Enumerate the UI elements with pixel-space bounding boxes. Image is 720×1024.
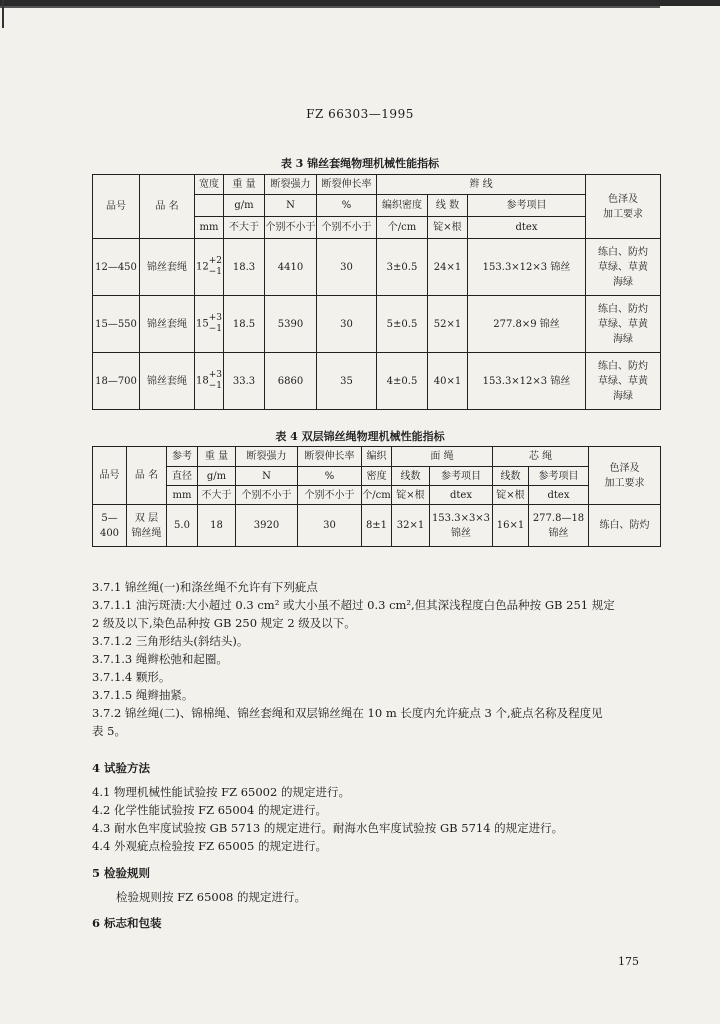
t3-cell-name: 锦丝套绳 xyxy=(140,239,195,296)
t3-h-width: 宽度 xyxy=(195,175,224,195)
t4-cell-s-lines: 32×1 xyxy=(392,505,430,547)
t3-h-elong: 断裂伸长率 xyxy=(317,175,377,195)
t4-h-surface: 面 绳 xyxy=(392,447,493,467)
t3-h-model: 品号 xyxy=(93,175,140,239)
table4 xyxy=(92,446,661,547)
t4-h-density-unit: 个/cm xyxy=(362,486,392,505)
t4-h-name: 品 名 xyxy=(127,447,167,505)
t3-cell-model: 18—700 xyxy=(93,353,140,410)
t4-h-diam-unit: mm xyxy=(167,486,198,505)
color-line: 草绿、草黄 xyxy=(598,318,648,330)
t3-h-ref-unit: dtex xyxy=(468,217,586,239)
t3-cell-weight: 18.3 xyxy=(224,239,265,296)
t3-cell-name: 锦丝套绳 xyxy=(140,353,195,410)
t4-cell-c-ref xyxy=(529,505,589,547)
t3-cell-width xyxy=(195,239,224,296)
t3-h-strength-unit: N xyxy=(265,195,317,217)
paragraph: 3.7.1.4 颗形。 xyxy=(92,670,171,684)
paragraph: 3.7.1.1 油污斑渍:大小超过 0.3 cm² 或大小虽不超过 0.3 cm²,但其深浅程度白色品种按 GB 251 规定 xyxy=(92,598,615,612)
table3 xyxy=(92,174,661,410)
t3-cell-color xyxy=(586,296,661,353)
t3-h-braid: 辫 线 xyxy=(377,175,586,195)
section-6 xyxy=(92,914,672,932)
t3-h-strength-limit: 个别不小于 xyxy=(265,217,317,239)
t4-cell-color: 练白、防灼 xyxy=(589,505,661,547)
t4-h-c-lines: 线数 xyxy=(493,467,529,486)
color-line: 练白、防灼 xyxy=(598,360,648,372)
t3-h-strength: 断裂强力 xyxy=(265,175,317,195)
t4-h-density: 编织 xyxy=(362,447,392,467)
table-row xyxy=(93,505,661,547)
t3-h-width-unit: mm xyxy=(195,217,224,239)
t3-width-value: 12 xyxy=(195,261,209,273)
t4-h-diam: 参考 xyxy=(167,447,198,467)
t3-h-lines: 线 数 xyxy=(428,195,468,217)
t3-width-value: 15 xyxy=(195,318,209,330)
t3-h-ref: 参考项目 xyxy=(468,195,586,217)
t3-cell-color xyxy=(586,239,661,296)
color-line: 练白、防灼 xyxy=(598,303,648,315)
t4-cell-density: 8±1 xyxy=(362,505,392,547)
tol-up: +2 xyxy=(208,256,222,266)
scan-top-edge-line xyxy=(0,6,660,8)
paragraph: 3.7.1.3 绳辫松弛和起圈。 xyxy=(92,652,228,666)
paragraph: 4.3 耐水色牢度试验按 GB 5713 的规定进行。耐海水色牢度试验按 GB 5714 的规定进行。 xyxy=(92,821,564,835)
table4-caption: 表 4 双层锦丝绳物理机械性能指标 xyxy=(275,430,445,443)
t4-h-s-lines: 线数 xyxy=(392,467,430,486)
t4-h-c-lines-unit: 锭×根 xyxy=(493,486,529,505)
t3-width-value: 18 xyxy=(195,375,209,387)
t3-width-tolerance xyxy=(209,256,222,278)
t4-h-s-ref: 参考项目 xyxy=(430,467,493,486)
t3-cell-lines: 52×1 xyxy=(428,296,468,353)
t3-h-color-1: 色泽及 xyxy=(608,193,638,205)
t3-h-weight-limit: 不大于 xyxy=(224,217,265,239)
t3-h-density-unit: 个/cm xyxy=(377,217,428,239)
t3-cell-strength: 4410 xyxy=(265,239,317,296)
t4-h-strength-unit: N xyxy=(236,467,298,486)
t4-h-strength: 断裂强力 xyxy=(236,447,298,467)
t4-h-elong-unit: % xyxy=(298,467,362,486)
t4-cell-diam: 5.0 xyxy=(167,505,198,547)
t3-cell-width xyxy=(195,296,224,353)
t3-h-name: 品 名 xyxy=(140,175,195,239)
table-row xyxy=(93,353,661,410)
t3-cell-density: 3±0.5 xyxy=(377,239,428,296)
paragraph: 4.1 物理机械性能试验按 FZ 65002 的规定进行。 xyxy=(92,785,350,799)
t3-h-lines-unit: 锭×根 xyxy=(428,217,468,239)
t3-cell-width xyxy=(195,353,224,410)
t3-cell-elong: 30 xyxy=(317,296,377,353)
t3-cell-model: 15—550 xyxy=(93,296,140,353)
t3-h-color-2: 加工要求 xyxy=(603,208,643,220)
section-heading: 4 试验方法 xyxy=(92,761,151,775)
paragraph: 4.4 外观疵点检验按 FZ 65005 的规定进行。 xyxy=(92,839,327,853)
t3-width-tolerance xyxy=(209,370,222,392)
t4-c-ref-1: 277.8—18 xyxy=(532,512,585,524)
table3-caption: 表 3 锦丝套绳物理机械性能指标 xyxy=(280,157,440,170)
t3-h-color xyxy=(586,175,661,239)
tol-down: −1 xyxy=(208,267,222,277)
paragraph: 表 5。 xyxy=(92,724,126,738)
t4-h-weight-unit: g/m xyxy=(198,467,236,486)
t4-h-color-1: 色泽及 xyxy=(609,462,640,474)
t4-h-density2: 密度 xyxy=(362,467,392,486)
clause-3-7 xyxy=(92,578,672,740)
t4-h-model: 品号 xyxy=(93,447,127,505)
t4-s-ref-2: 锦丝 xyxy=(451,527,471,539)
t4-h-c-ref: 参考项目 xyxy=(529,467,589,486)
t4-h-elong-limit: 个别不小于 xyxy=(298,486,362,505)
t4-name-2: 锦丝绳 xyxy=(131,527,162,539)
t4-cell-strength: 3920 xyxy=(236,505,298,547)
t3-width-tolerance xyxy=(209,313,222,335)
t4-h-s-lines-unit: 锭×根 xyxy=(392,486,430,505)
t3-cell-lines: 24×1 xyxy=(428,239,468,296)
t4-h-color-2: 加工要求 xyxy=(604,477,645,489)
color-line: 练白、防灼 xyxy=(598,246,648,258)
t3-h-elong-limit: 个别不小于 xyxy=(317,217,377,239)
t3-h-weight-unit: g/m xyxy=(224,195,265,217)
t4-h-color xyxy=(589,447,661,505)
color-line: 海绿 xyxy=(613,276,633,288)
table-row xyxy=(93,239,661,296)
section-5 xyxy=(92,864,672,906)
t4-h-elong: 断裂伸长率 xyxy=(298,447,362,467)
t4-h-c-ref-unit: dtex xyxy=(529,486,589,505)
t3-cell-model: 12—450 xyxy=(93,239,140,296)
tol-up: +3 xyxy=(208,370,222,380)
t4-h-core: 芯 绳 xyxy=(493,447,589,467)
t4-cell-name xyxy=(127,505,167,547)
section-heading: 5 检验规则 xyxy=(92,866,151,880)
section-4 xyxy=(92,759,672,855)
paragraph: 3.7.2 锦丝绳(二)、锦棉绳、锦丝套绳和双层锦丝绳在 10 m 长度内允许疵点 3 个,疵点名称及程度见 xyxy=(92,706,603,720)
color-line: 海绿 xyxy=(613,333,633,345)
paragraph: 2 级及以下,染色品种按 GB 250 规定 2 级及以下。 xyxy=(92,616,356,630)
t4-cell-s-ref xyxy=(430,505,493,547)
t3-cell-weight: 18.5 xyxy=(224,296,265,353)
color-line: 草绿、草黄 xyxy=(598,375,648,387)
t3-cell-lines: 40×1 xyxy=(428,353,468,410)
t3-cell-elong: 35 xyxy=(317,353,377,410)
paragraph: 3.7.1.5 绳辫抽紧。 xyxy=(92,688,194,702)
t3-cell-ref: 153.3×12×3 锦丝 xyxy=(468,239,586,296)
paragraph: 3.7.1 锦丝绳(一)和涤丝绳不允许有下列疵点 xyxy=(92,580,318,594)
standard-number: FZ 66303—1995 xyxy=(306,107,414,121)
t4-cell-elong: 30 xyxy=(298,505,362,547)
t3-cell-elong: 30 xyxy=(317,239,377,296)
tol-down: −1 xyxy=(208,324,222,334)
t4-cell-model: 5—400 xyxy=(93,505,127,547)
t3-cell-weight: 33.3 xyxy=(224,353,265,410)
paragraph: 检验规则按 FZ 65008 的规定进行。 xyxy=(116,890,307,904)
t4-cell-c-lines: 16×1 xyxy=(493,505,529,547)
t3-cell-density: 4±0.5 xyxy=(377,353,428,410)
tol-down: −1 xyxy=(208,381,222,391)
scan-left-mark xyxy=(2,0,4,28)
t3-h-density: 编织密度 xyxy=(377,195,428,217)
color-line: 海绿 xyxy=(613,390,633,402)
color-line: 草绿、草黄 xyxy=(598,261,648,273)
t4-name-1: 双 层 xyxy=(134,512,159,524)
t3-cell-color xyxy=(586,353,661,410)
t3-cell-strength: 6860 xyxy=(265,353,317,410)
t3-h-elong-unit: % xyxy=(317,195,377,217)
table-row xyxy=(93,296,661,353)
page-number: 175 xyxy=(618,955,639,968)
t3-cell-strength: 5390 xyxy=(265,296,317,353)
t4-h-weight-limit: 不大于 xyxy=(198,486,236,505)
t4-h-s-ref-unit: dtex xyxy=(430,486,493,505)
section-heading: 6 标志和包装 xyxy=(92,916,162,930)
t3-h-width-blank xyxy=(195,195,224,217)
t4-c-ref-2: 锦丝 xyxy=(548,527,569,539)
t3-cell-ref: 277.8×9 锦丝 xyxy=(468,296,586,353)
tol-up: +3 xyxy=(208,313,222,323)
t4-s-ref-1: 153.3×3×3 xyxy=(431,512,491,524)
t3-cell-density: 5±0.5 xyxy=(377,296,428,353)
t4-cell-weight: 18 xyxy=(198,505,236,547)
paragraph: 3.7.1.2 三角形结头(斜结头)。 xyxy=(92,634,249,648)
t4-h-strength-limit: 个别不小于 xyxy=(236,486,298,505)
paragraph: 4.2 化学性能试验按 FZ 65004 的规定进行。 xyxy=(92,803,327,817)
t3-cell-ref: 153.3×12×3 锦丝 xyxy=(468,353,586,410)
t4-h-diam2: 直径 xyxy=(167,467,198,486)
t3-cell-name: 锦丝套绳 xyxy=(140,296,195,353)
t3-h-weight: 重 量 xyxy=(224,175,265,195)
t4-h-weight: 重 量 xyxy=(198,447,236,467)
